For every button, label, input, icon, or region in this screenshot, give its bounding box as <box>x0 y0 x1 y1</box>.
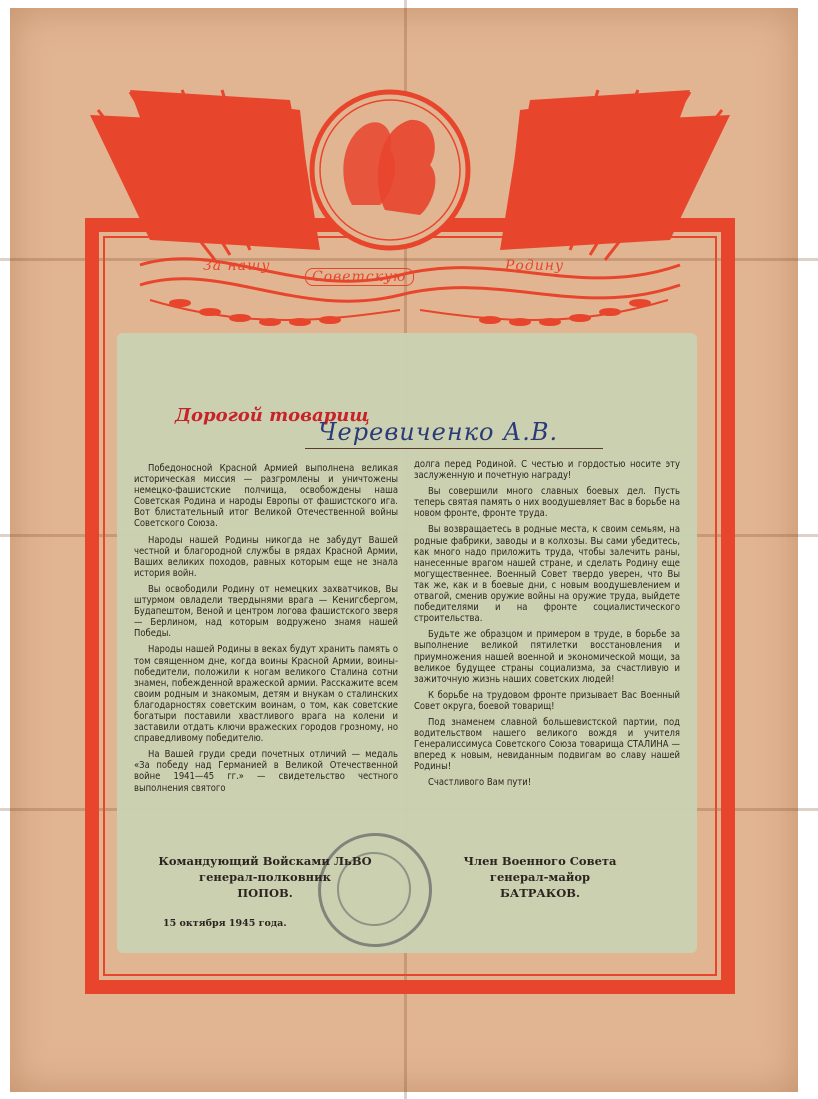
paragraph: Вы совершили много славных боевых дел. Пусть теперь святая память о них воодушевляет Вас в борьбе на новом фронте, фронте труда. <box>414 486 680 520</box>
banner-text-center: Советскую <box>305 268 414 286</box>
paragraph: На Вашей груди среди почетных отличий — медаль «За победу над Германией в Великой Отечественной войне 1941—45 гг.» — свидетельство честного выполнения святого <box>134 749 398 794</box>
paragraph: Под знаменем славной большевистской партии, под водительством нашего великого вождя и учителя Генералиссимуса Советского Союза товарища СТАЛИНА — вперед к новым, невиданным подвигам во славу нашей Родины! <box>414 716 680 773</box>
flags-left-icon <box>90 90 320 260</box>
paragraph: К борьбе на трудовом фронте призывает Вас Военный Совет округа, боевой товарищ! <box>414 689 680 712</box>
banner-text-left: За нашу <box>203 258 271 274</box>
paragraph: Народы нашей Родины в веках будут хранить память о том священном дне, когда воины Красной Армии, воины-победители, положили к ногам великого Сталина сотни знамен, побежденной вражеской армии. Расскажите всем своим родным и знакомым, детям и внукам о сталинских благодарностях советским воинам, о том, как советские богатыри поставили хвастливого врага на колени и заставили отдать ключи вражеских городов грозному, но справедливому победителю. <box>134 644 398 745</box>
signature-rank: генерал-майор <box>489 870 591 884</box>
signature-rank: генерал-полковник <box>199 870 331 884</box>
document-date: 15 октября 1945 года. <box>163 918 287 929</box>
banner-text-right: Родину <box>505 258 565 274</box>
recipient-name: Черевиченко А.В. <box>318 418 559 446</box>
left-text-column <box>134 463 398 799</box>
signature-surname: БАТРАКОВ. <box>500 886 580 900</box>
signature-surname: ПОПОВ. <box>237 886 293 900</box>
signature-title: Командующий Войсками ЛьВО <box>158 854 372 868</box>
signature-title: Член Военного Совета <box>463 854 617 868</box>
name-underline <box>305 448 603 449</box>
paragraph: Вы возвращаетесь в родные места, к своим семьям, на родные фабрики, заводы и в колхозы. Вы сами убедитесь, как много надо приложить труда, чтобы залечить раны, нанесенные врагом нашей стране, и сделать Родину еще могущественнее. Военный Совет твердо уверен, что Вы так же, как и в боевые дни, с новым воодушевлением и отвагой, сменив оружие войны на оружие труда, выйдете победителями и на фронте социалистического строительства. <box>414 524 680 625</box>
signature-council-member <box>420 853 660 901</box>
paragraph: Будьте же образцом и примером в труде, в борьбе за выполнение великой пятилетки восстановления и приумножения нашей военной и экономической мощи, за великое будущее страны социализма, за счастливую и зажиточную жизнь наших советских людей! <box>414 629 680 685</box>
paragraph: Победоносной Красной Армией выполнена великая историческая миссия — разгромлены и уничтожены немецко-фашистские полчища, освобождены наша Советская Родина и народы Европы от фашистского ига. Вот блистательный итог Великой Отечественной войны Советского Союза. <box>134 463 398 530</box>
paragraph: Народы нашей Родины никогда не забудут Вашей честной и благородной службы в рядах Красной Армии, Ваших великих походов, равных которым еще не знала история войн. <box>134 534 398 579</box>
paragraph: Счастливого Вам пути! <box>428 777 532 789</box>
right-text-column <box>414 459 680 794</box>
laurel-branches-icon <box>150 300 668 325</box>
signature-commander <box>140 853 390 901</box>
paragraph: Вы освободили Родину от немецких захватчиков, Вы штурмом овладели твердынями врага — Кенигсбергом, Будапештом, Веной и центром логова фашистского зверя — Берлином, над которым водружено знамя нашей Победы. <box>134 583 398 640</box>
flags-right-icon <box>500 90 730 260</box>
greeting: Дорогой товарищ <box>175 405 370 426</box>
paragraph: долга перед Родиной. С честью и гордостью носите эту заслуженную и почетную награду! <box>414 459 680 482</box>
portrait-medallion-icon <box>312 92 468 248</box>
